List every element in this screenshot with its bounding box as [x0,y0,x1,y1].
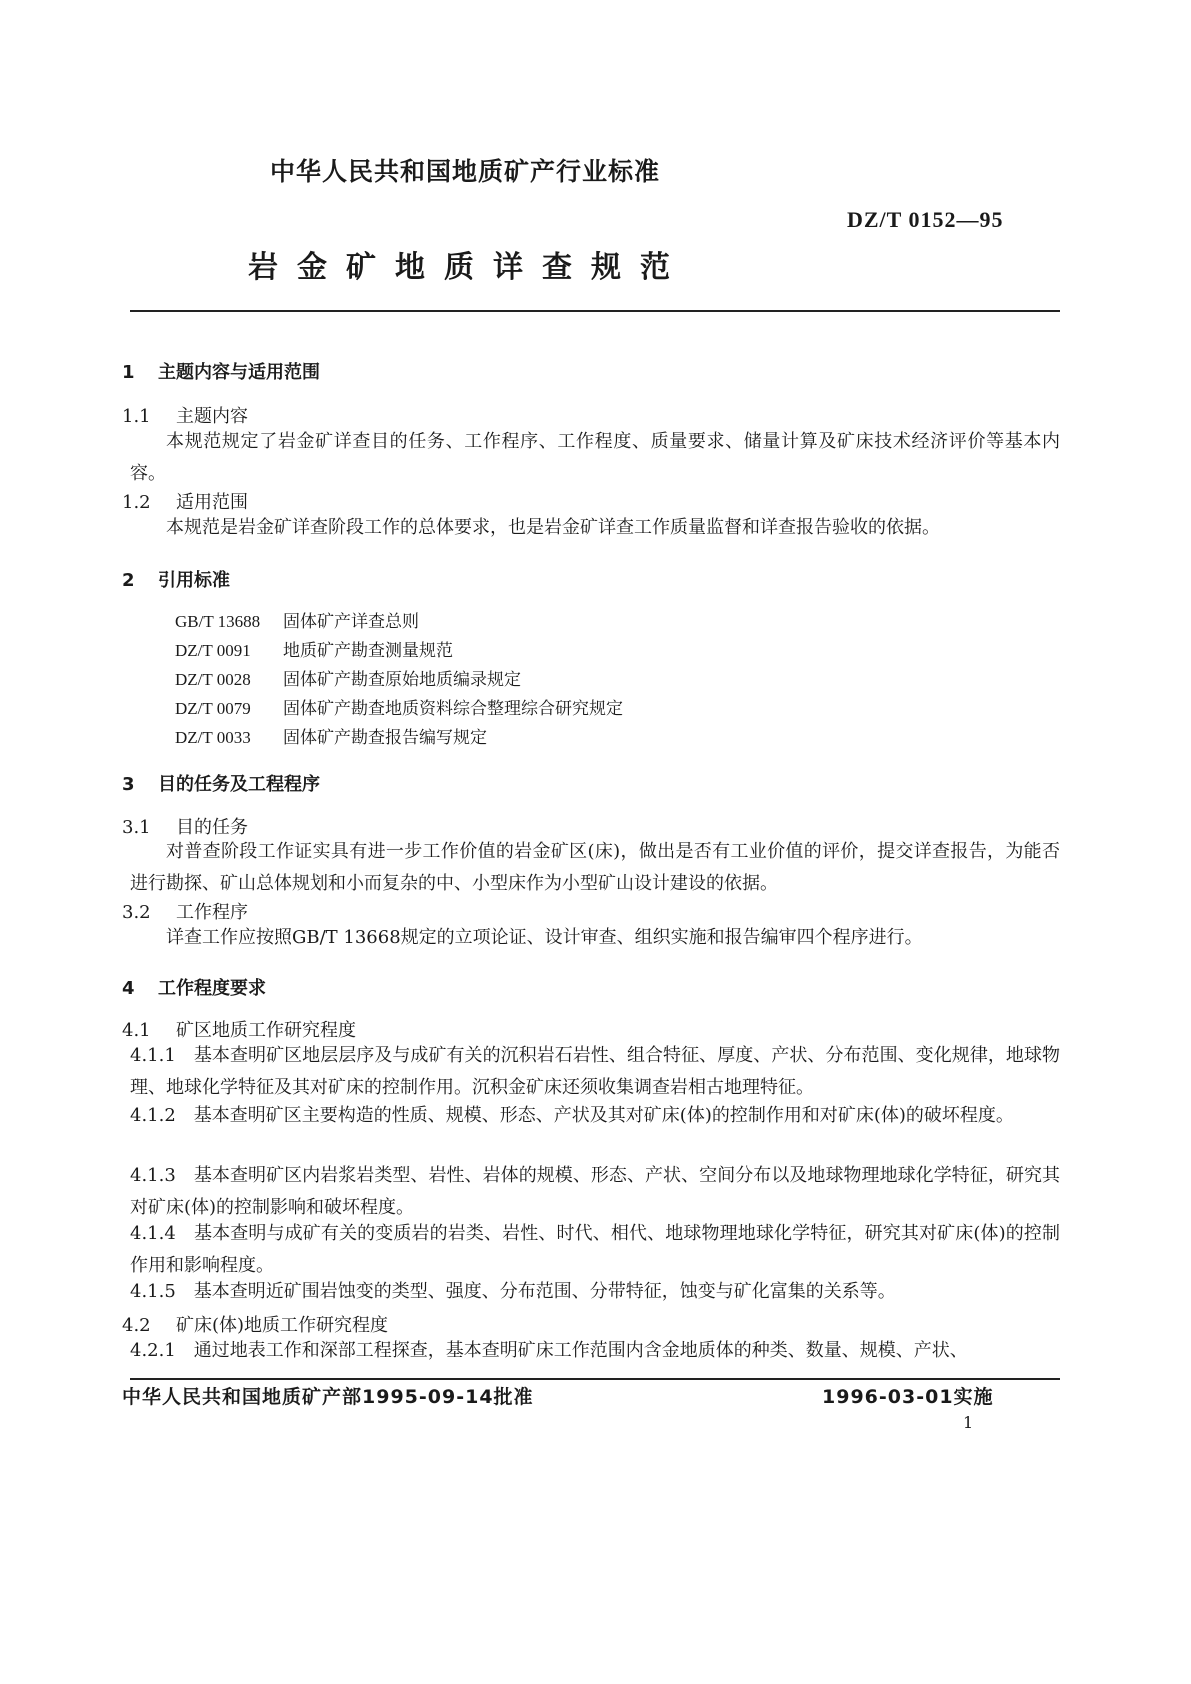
section-title: 适用范围 [176,492,248,513]
section-number: 2 [122,570,135,591]
section-title: 矿区地质工作研究程度 [176,1020,356,1041]
section-number: 3.1 [122,817,151,838]
section-title: 目的任务 [176,817,248,838]
section-1-1-heading [122,402,248,428]
reference-code: DZ/T 0028 [175,670,251,689]
reference-name: 固体矿产勘查原始地质编录规定 [283,670,521,690]
effective-date: 1996-03-01实施 [822,1386,994,1408]
reference-name: 地质矿产勘查测量规范 [283,641,453,661]
section-number: 3.2 [122,902,151,923]
clause-4-1-1: 4.1.1 基本查明矿区地层层序及与成矿有关的沉积岩石岩性、组合特征、厚度、产状、分布范围、变化规律，地球物理、地球化学特征及其对矿床的控制作用。沉积金矿床还须收集调查岩相古地理特征。 [130,1045,1060,1098]
section-title: 目的任务及工程程序 [158,774,320,795]
page-number: 1 [963,1413,974,1432]
section-title: 主题内容与适用范围 [158,362,320,383]
reference-item [175,723,487,748]
section-title: 引用标准 [158,570,230,591]
reference-name: 固体矿产勘查报告编写规定 [283,728,487,748]
section-title: 工作程序 [176,902,248,923]
section-number: 1.1 [122,406,151,427]
clause-4-1-2: 4.1.2 基本查明矿区主要构造的性质、规模、形态、产状及其对矿床(体)的控制作用和对矿床(体)的破坏程度。 [130,1105,1014,1126]
clause-4-1-5: 4.1.5 基本查明近矿围岩蚀变的类型、强度、分布范围、分带特征，蚀变与矿化富集的关系等。 [130,1281,896,1302]
footer-divider [130,1378,1060,1380]
section-4-1-heading [122,1016,356,1042]
clause-4-2-1: 4.2.1 通过地表工作和深部工程探查，基本查明矿床工作范围内含金地质体的种类、数量、规模、产状、 [130,1340,968,1361]
section-number: 4.2 [122,1315,151,1336]
section-1-1-paragraph: 本规范规定了岩金矿详查目的任务、工作程序、工作程度、质量要求、储量计算及矿床技术经济评价等基本内容。 [130,431,1060,484]
reference-item [175,665,521,690]
reference-item [175,694,623,719]
reference-name: 固体矿产详查总则 [283,612,419,632]
reference-code: DZ/T 0079 [175,699,251,718]
section-1-2-paragraph: 本规范是岩金矿详查阶段工作的总体要求，也是岩金矿详查工作质量监督和详查报告验收的依据。 [166,517,940,538]
section-1-heading [122,358,320,384]
section-title: 工作程度要求 [158,978,266,999]
reference-code: DZ/T 0033 [175,728,251,747]
section-number: 1 [122,362,135,383]
reference-code: DZ/T 0091 [175,641,251,660]
section-4-heading [122,974,266,1000]
section-3-2-heading [122,898,248,924]
reference-item [175,607,419,632]
reference-code: GB/T 13688 [175,612,261,631]
approval-line: 中华人民共和国地质矿产部1995-09-14批准 [122,1386,534,1408]
reference-item [175,636,453,661]
standard-code: DZ/T 0152—95 [847,207,1004,232]
document-title: 岩金矿地质详查规范 [248,250,689,285]
section-number: 4.1 [122,1020,151,1041]
reference-name: 固体矿产勘查地质资料综合整理综合研究规定 [283,699,623,719]
section-3-2-paragraph: 详查工作应按照GB/T 13668规定的立项论证、设计审查、组织实施和报告编审四个程序进行。 [166,927,923,948]
section-title: 矿床(体)地质工作研究程度 [176,1315,389,1336]
section-number: 1.2 [122,492,151,513]
section-3-1-paragraph: 对普查阶段工作证实具有进一步工作价值的岩金矿区(床)，做出是否有工业价值的评价，提交详查报告，为能否进行勘探、矿山总体规划和小而复杂的中、小型床作为小型矿山设计建设的依据。 [130,841,1060,894]
clause-4-1-3: 4.1.3 基本查明矿区内岩浆岩类型、岩性、岩体的规模、形态、产状、空间分布以及地球物理地球化学特征，研究其对矿床(体)的控制影响和破坏程度。 [130,1165,1060,1218]
section-2-heading [122,566,230,592]
clause-4-1-4: 4.1.4 基本查明与成矿有关的变质岩的岩类、岩性、时代、相代、地球物理地球化学特征，研究其对矿床(体)的控制作用和影响程度。 [130,1223,1060,1276]
section-3-heading [122,770,320,796]
section-4-2-heading [122,1311,388,1337]
section-1-2-heading [122,488,248,514]
header-divider [130,310,1060,312]
section-number: 3 [122,774,135,795]
issuing-authority-heading: 中华人民共和国地质矿产行业标准 [270,157,661,186]
section-number: 4 [122,978,135,999]
section-title: 主题内容 [176,406,248,427]
